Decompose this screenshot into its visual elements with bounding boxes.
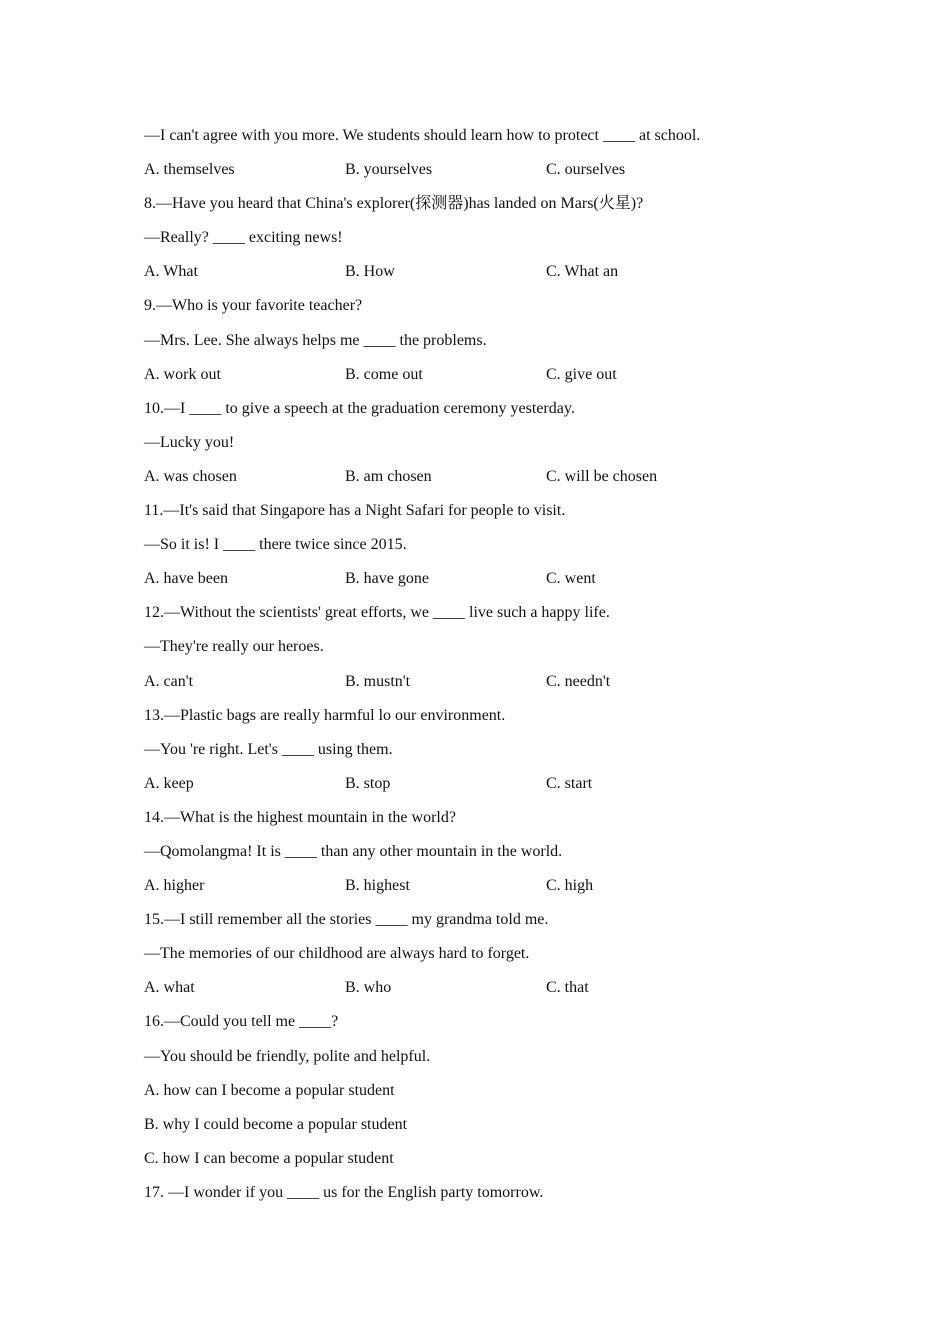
question-line: —So it is! I ____ there twice since 2015. [144,536,407,554]
answer-options-row [144,260,824,294]
answer-options-row [144,363,824,397]
answer-option: C. What an [546,263,619,281]
answer-option: B. am chosen [345,467,432,485]
answer-options-row [144,772,824,806]
question-line: C. how I can become a popular student [144,1149,394,1167]
answer-option: C. start [546,774,593,792]
question-line: —I can't agree with you more. We students should learn how to protect ____ at school. [144,127,701,144]
answer-option: C. give out [546,365,617,383]
question-line: —You 're right. Let's ____ using them. [144,740,393,758]
answer-options-row [144,874,824,908]
answer-option: B. stop [345,774,391,792]
answer-option: B. How [345,263,395,281]
question-line: 9.—Who is your favorite teacher? [144,297,363,315]
answer-options-row [144,465,824,499]
question-line: A. how can I become a popular student [144,1081,395,1099]
answer-option: C. ourselves [546,161,626,179]
answer-option: B. have gone [345,570,429,588]
answer-option: A. higher [144,877,205,895]
answer-option: A. work out [144,365,221,383]
answer-option: A. What [144,263,198,281]
question-line: 17. —I wonder if you ____ us for the English party tomorrow. [144,1183,544,1201]
question-line: 10.—I ____ to give a speech at the graduation ceremony yesterday. [144,399,575,417]
answer-option: B. yourselves [345,161,433,179]
question-line: —You should be friendly, polite and helpful. [144,1047,431,1065]
answer-option: A. themselves [144,161,235,179]
answer-options-row [144,567,824,601]
answer-option: A. what [144,979,195,997]
answer-option: B. highest [345,877,410,895]
question-line: 14.—What is the highest mountain in the world? [144,808,456,826]
answer-option: A. have been [144,570,228,588]
answer-option: C. high [546,877,594,895]
question-line: 12.—Without the scientists' great efforts, we ____ live such a happy life. [144,604,610,622]
question-line: —They're really our heroes. [144,638,324,656]
question-line: 16.—Could you tell me ____? [144,1013,339,1031]
answer-option: C. that [546,979,589,997]
question-line: 13.—Plastic bags are really harmful lo our environment. [144,706,506,724]
question-line: 11.—It's said that Singapore has a Night Safari for people to visit. [144,502,566,520]
answer-option: B. come out [345,365,423,383]
question-line: —Mrs. Lee. She always helps me ____ the problems. [144,331,487,349]
answer-options-row [144,976,824,1010]
answer-option: B. who [345,979,392,997]
question-list [144,124,824,1215]
question-line: —Lucky you! [144,433,235,451]
answer-options-row [144,670,824,704]
question-line: 8.—Have you heard that China's explorer(探测器)has landed on Mars(火星)? [144,195,644,213]
answer-option: A. keep [144,774,194,792]
question-line: B. why I could become a popular student [144,1115,408,1133]
answer-option: C. will be chosen [546,467,658,485]
answer-option: B. mustn't [345,672,411,690]
answer-option: A. can't [144,672,194,690]
answer-option: A. was chosen [144,467,237,485]
answer-options-row [144,158,824,192]
answer-option: C. went [546,570,596,588]
answer-option: C. needn't [546,672,611,690]
question-line: 15.—I still remember all the stories ____ my grandma told me. [144,911,549,929]
question-line: —Really? ____ exciting news! [144,229,343,247]
question-line: —The memories of our childhood are always hard to forget. [144,945,530,963]
question-line: —Qomolangma! It is ____ than any other mountain in the world. [144,842,563,860]
